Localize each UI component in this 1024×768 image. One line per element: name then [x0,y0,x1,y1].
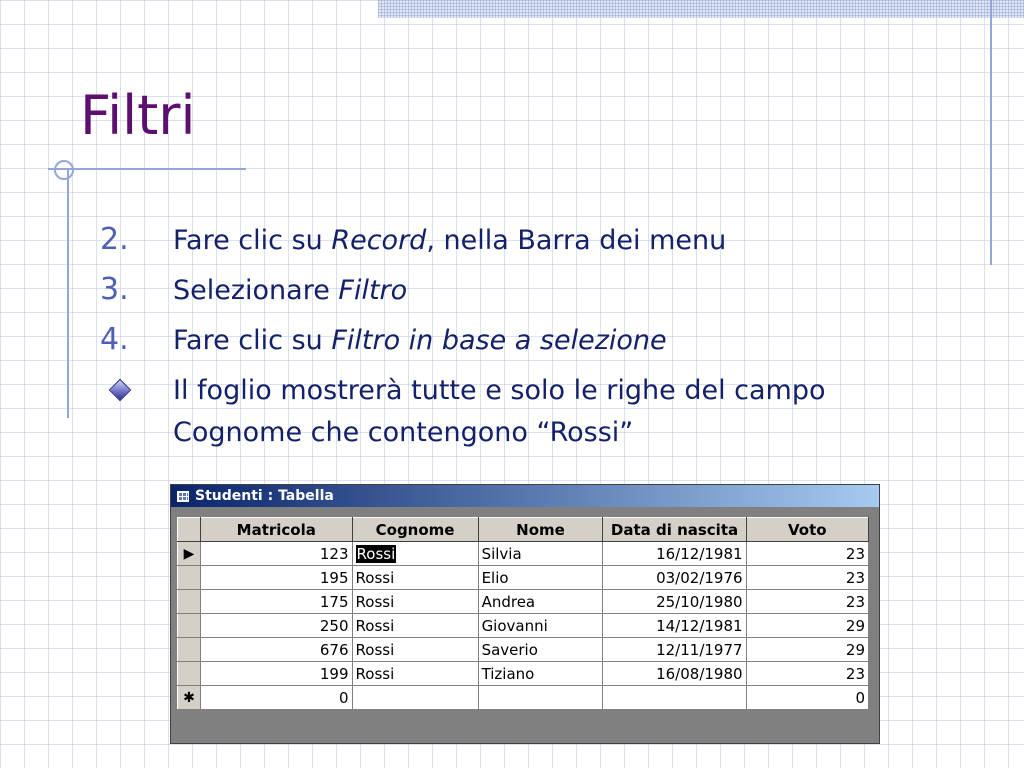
cell-nome[interactable]: Saverio [478,638,603,662]
cell-cognome[interactable] [352,542,478,566]
window-titlebar[interactable] [171,485,879,507]
cell-matricola[interactable]: 175 [200,590,352,614]
row-selector[interactable] [178,638,201,662]
bullet-number: 3. [100,272,129,307]
datasheet-grid-area [177,517,869,717]
decorative-circle-icon [54,160,74,180]
cell-data-nascita[interactable]: 12/11/1977 [603,638,746,662]
table-row [178,566,869,590]
bullet-item-filtro [100,270,980,312]
table-row [178,614,869,638]
cell-data-nascita[interactable]: 16/08/1980 [603,662,746,686]
cell-matricola[interactable]: 123 [200,542,352,566]
table-row [178,590,869,614]
table-row [178,662,869,686]
row-selector[interactable] [178,614,201,638]
cell-matricola[interactable]: 676 [200,638,352,662]
selected-text: Rossi [356,544,396,563]
column-header-data-nascita[interactable]: Data di nascita [603,518,746,542]
new-record-row [178,686,869,710]
bullet-item-foglio [100,370,980,454]
bullet-text: Il foglio mostrerà tutte e solo le righe del campo Cognome che contengono “Rossi” [173,375,826,448]
bullet-list [100,220,980,462]
cell-nome[interactable]: Tiziano [478,662,603,686]
cell-voto[interactable]: 0 [746,686,868,710]
column-header-matricola[interactable]: Matricola [200,518,352,542]
table-row [178,638,869,662]
cell-nome[interactable]: Elio [478,566,603,590]
cell-voto[interactable]: 23 [746,542,868,566]
column-header-cognome[interactable]: Cognome [352,518,478,542]
table-icon [177,491,189,502]
emphasis-filtro: Filtro [338,275,408,306]
table-row [178,542,869,566]
cell-voto[interactable]: 29 [746,638,868,662]
row-selector[interactable] [178,662,201,686]
cell-cognome[interactable]: Rossi [352,590,478,614]
cell-matricola[interactable]: 195 [200,566,352,590]
header-row [178,518,869,542]
emphasis-record: Record [331,225,427,256]
cell-cognome[interactable]: Rossi [352,566,478,590]
bullet-text: Selezionare Filtro [173,275,408,306]
cell-nome[interactable]: Silvia [478,542,603,566]
cell-data-nascita[interactable]: 16/12/1981 [603,542,746,566]
cell-voto[interactable]: 23 [746,566,868,590]
column-header-voto[interactable]: Voto [746,518,868,542]
decorative-top-band [378,0,1024,18]
row-selector[interactable] [178,566,201,590]
datasheet-window [170,484,880,744]
cell-nome[interactable]: Giovanni [478,614,603,638]
select-all-corner[interactable] [178,518,201,542]
cell-matricola[interactable]: 0 [200,686,352,710]
row-selector-current-icon[interactable]: ▶ [178,542,201,566]
cell-data-nascita[interactable]: 25/10/1980 [603,590,746,614]
diamond-bullet-icon [100,370,173,410]
bullet-item-record [100,220,980,262]
cell-nome[interactable]: Andrea [478,590,603,614]
cell-voto[interactable]: 23 [746,590,868,614]
row-selector[interactable] [178,590,201,614]
bullet-item-filtro-selezione [100,320,980,362]
cell-data-nascita[interactable]: 03/02/1976 [603,566,746,590]
cell-data-nascita[interactable]: 14/12/1981 [603,614,746,638]
bullet-text: Fare clic su Record, nella Barra dei menu [173,225,727,256]
cell-cognome[interactable]: Rossi [352,638,478,662]
slide-title: Filtri [80,84,196,147]
cell-nome[interactable] [478,686,603,710]
cell-voto[interactable]: 29 [746,614,868,638]
emphasis-filtro-selezione: Filtro in base a selezione [331,325,667,356]
cell-cognome[interactable]: Rossi [352,662,478,686]
title-underline [48,168,246,170]
cell-matricola[interactable]: 250 [200,614,352,638]
decorative-right-line [990,0,992,265]
cell-data-nascita[interactable] [603,686,746,710]
cell-voto[interactable]: 23 [746,662,868,686]
new-record-icon[interactable]: ✱ [178,686,201,710]
cell-cognome[interactable]: Rossi [352,614,478,638]
cell-matricola[interactable]: 199 [200,662,352,686]
decorative-left-line [67,170,69,418]
window-title: Studenti : Tabella [195,488,334,504]
bullet-number: 4. [100,322,129,357]
datasheet-table [177,517,869,710]
cell-cognome[interactable] [352,686,478,710]
bullet-text: Fare clic su Filtro in base a selezione [173,325,667,356]
bullet-number: 2. [100,222,129,257]
column-header-nome[interactable]: Nome [478,518,603,542]
